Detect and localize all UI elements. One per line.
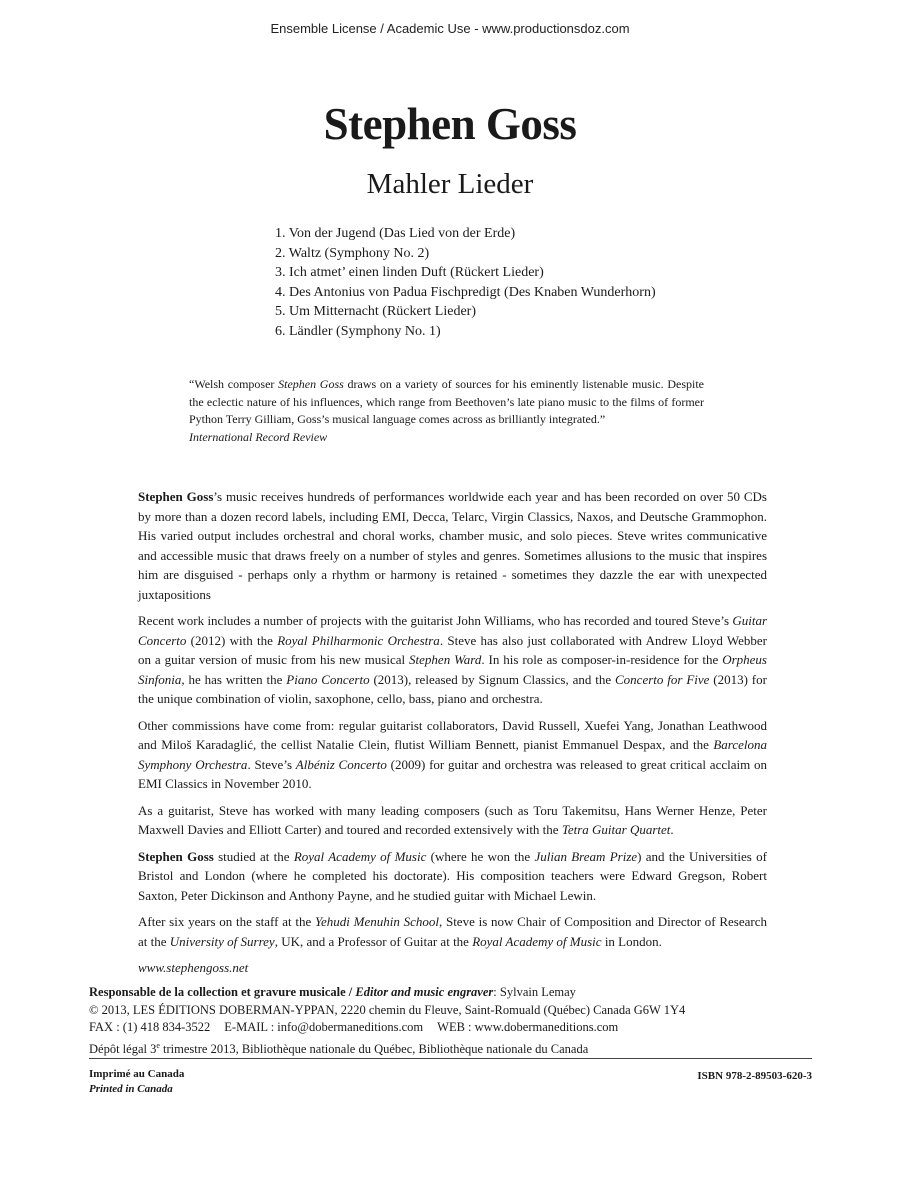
bio-italic: Guitar Concerto — [138, 613, 767, 648]
bio-text: (where he won the — [426, 848, 535, 864]
quote-source: International Record Review — [189, 429, 328, 444]
movement-item: 1. Von der Jugend (Das Lied von der Erde) — [275, 226, 516, 241]
publisher-credits — [89, 984, 789, 1058]
bio-paragraph — [138, 801, 767, 840]
legal-deposit-line — [89, 1037, 789, 1059]
printed-fr: Imprimé au Canada — [89, 1068, 185, 1080]
biography — [138, 487, 767, 985]
bio-text: . Steve has also just collaborated with Andrew Lloyd Webber on a guitar version of music from his new musical — [138, 632, 767, 667]
bio-italic: Orpheus Sinfonia — [138, 652, 767, 687]
work-title: Mahler Lieder — [366, 168, 534, 200]
bio-italic: Julian Bream Prize — [534, 848, 638, 864]
isbn: ISBN 978-2-89503-620-3 — [697, 1070, 812, 1082]
email: E-MAIL : info@dobermaneditions.com — [224, 1020, 424, 1034]
movement-item: 6. Ländler (Symphony No. 1) — [275, 323, 441, 339]
bio-italic: Stephen Ward — [409, 652, 482, 667]
bio-italic: Royal Philharmonic Orchestra — [277, 632, 440, 648]
bio-text: (2012) with the — [186, 632, 278, 648]
printed-in — [89, 1067, 184, 1097]
copyright-line: © 2013, LES ÉDITIONS DOBERMAN-YPPAN, 2220 chemin du Fleuve, Saint-Romuald (Québec) Canada G6W 1Y4 — [89, 1002, 686, 1017]
bio-italic: Yehudi Menuhin School — [314, 914, 439, 929]
license-header: Ensemble License / Academic Use - www.productionsdoz.com — [270, 21, 630, 36]
deposit-text: trimestre 2013, Bibliothèque nationale du Québec, Bibliothèque nationale du Canada — [159, 1041, 589, 1056]
bio-italic: Barcelona Symphony Orchestra — [138, 737, 767, 772]
bio-text: Recent work includes a number of projects with the guitarist John Williams, who has recorded and toured Steve’s — [138, 613, 733, 628]
web: WEB : www.dobermaneditions.com — [437, 1020, 619, 1034]
bio-bold: Stephen Goss — [138, 848, 214, 864]
movement-item: 5. Um Mitternacht (Rückert Lieder) — [275, 304, 476, 320]
bio-paragraph — [138, 487, 767, 604]
website-link: www.stephengoss.net — [138, 960, 249, 975]
quote-text: “Welsh composer — [189, 377, 279, 391]
contact-line — [89, 1019, 789, 1037]
editor-label-english: Editor and music engraver — [355, 985, 494, 999]
bio-text: As a guitarist, Steve has worked with many leading composers (such as Toru Takemitsu, Hans Werner Henze, Peter Maxwell Davies and Elliott Carter) and toured and recorded extensively with the — [138, 802, 767, 837]
editor-line — [89, 984, 789, 1002]
deposit-text: Dépôt légal 3 — [89, 1041, 157, 1056]
quote-text: draws on a variety of sources for his eminently listenable music. Despite the eclectic nature of his influences, which range from Beethoven’s late piano music to the films of former Python Terry Gilliam, Goss’s musical language comes across as brilliantly integrated.” — [189, 377, 704, 427]
bio-paragraph — [138, 716, 767, 794]
bio-paragraph — [138, 611, 767, 709]
bio-italic: Tetra Guitar Quartet — [561, 822, 671, 837]
press-quote — [189, 376, 704, 446]
bio-text: ’s music receives hundreds of performances worldwide each year and has been recorded on over 50 CDs by more than a dozen record labels, including EMI, Decca, Telarc, Virgin Classics, Naxos, and Deutsche Grammophon. His varied output includes orchestral and choral works, chamber music, and solo pieces. Steve writes communicative and accessible music that draws freely on a number of styles and genres. Sometimes allusions to the music that inspires him are disguised - perhaps only a rhythm or harmony is retained - sometimes they dazzle the ear with unexpected juxtapositions — [138, 489, 767, 602]
bio-text: . In his role as composer-in-residence for the — [481, 652, 723, 667]
editor-name: Sylvain Lemay — [499, 985, 576, 999]
editor-colon: : — [493, 985, 500, 999]
movement-item: 3. Ich atmet’ einen linden Duft (Rückert Lieder) — [275, 265, 544, 281]
footer-divider — [89, 1058, 812, 1059]
deposit-superscript: e — [156, 1040, 160, 1050]
bio-text: (2009) for guitar and orchestra was released to great critical acclaim on EMI Classics in November 2010. — [138, 756, 767, 791]
bio-bold: Stephen Goss — [138, 489, 214, 504]
editor-label: Responsable de la collection et gravure musicale / — [89, 985, 356, 999]
quote-emphasis: Stephen Goss — [278, 377, 344, 391]
bio-text: . — [670, 822, 674, 837]
bio-text: After six years on the staff at the — [138, 914, 315, 929]
bio-text: . Steve’s — [247, 756, 296, 772]
bio-text: Other commissions have come from: regular guitarist collaborators, David Russell, Xuefei Yang, Jonathan Leathwood and Miloš Karadaglić, the cellist Natalie Clein, flutist William Bennett, pianist Emmanuel Despax, and the — [138, 717, 767, 752]
bio-text: , he has written the — [181, 671, 287, 687]
bio-paragraph — [138, 912, 767, 951]
movement-list — [275, 224, 656, 342]
fax: FAX : (1) 418 834-3522 — [89, 1020, 211, 1034]
printed-en: Printed in Canada — [89, 1083, 173, 1095]
movement-item: 2. Waltz (Symphony No. 2) — [275, 245, 430, 261]
bio-text: (2013), released by Signum Classics, and the — [369, 671, 616, 687]
bio-text: , Steve is now Chair of Composition and Director of Research at the — [138, 914, 767, 949]
bio-italic: Albéniz Concerto — [295, 756, 387, 772]
bio-text: (2013) for the unique combination of violin, saxophone, cello, bass, piano and orchestra. — [138, 671, 767, 706]
bio-text: , UK, and a Professor of Guitar at the — [274, 933, 473, 949]
bio-text: in London. — [601, 933, 662, 949]
bio-text: studied at the — [213, 848, 294, 864]
bio-text: ) and the Universities of Bristol and London (where he completed his doctorate). His composition teachers were Edward Gregson, Robert Saxton, Peter Dickinson and Anthony Payne, and he studied guitar with Michael Lewin. — [138, 848, 767, 903]
composer-name: Stephen Goss — [323, 99, 577, 149]
bio-italic: Royal Academy of Music — [472, 933, 602, 949]
bio-italic: Piano Concerto — [286, 671, 370, 687]
bio-italic: University of Surrey — [169, 933, 275, 949]
bio-italic: Royal Academy of Music — [293, 848, 427, 864]
bio-italic: Concerto for Five — [615, 671, 710, 687]
bio-paragraph — [138, 847, 767, 906]
movement-item: 4. Des Antonius von Padua Fischpredigt (Des Knaben Wunderhorn) — [275, 284, 656, 300]
